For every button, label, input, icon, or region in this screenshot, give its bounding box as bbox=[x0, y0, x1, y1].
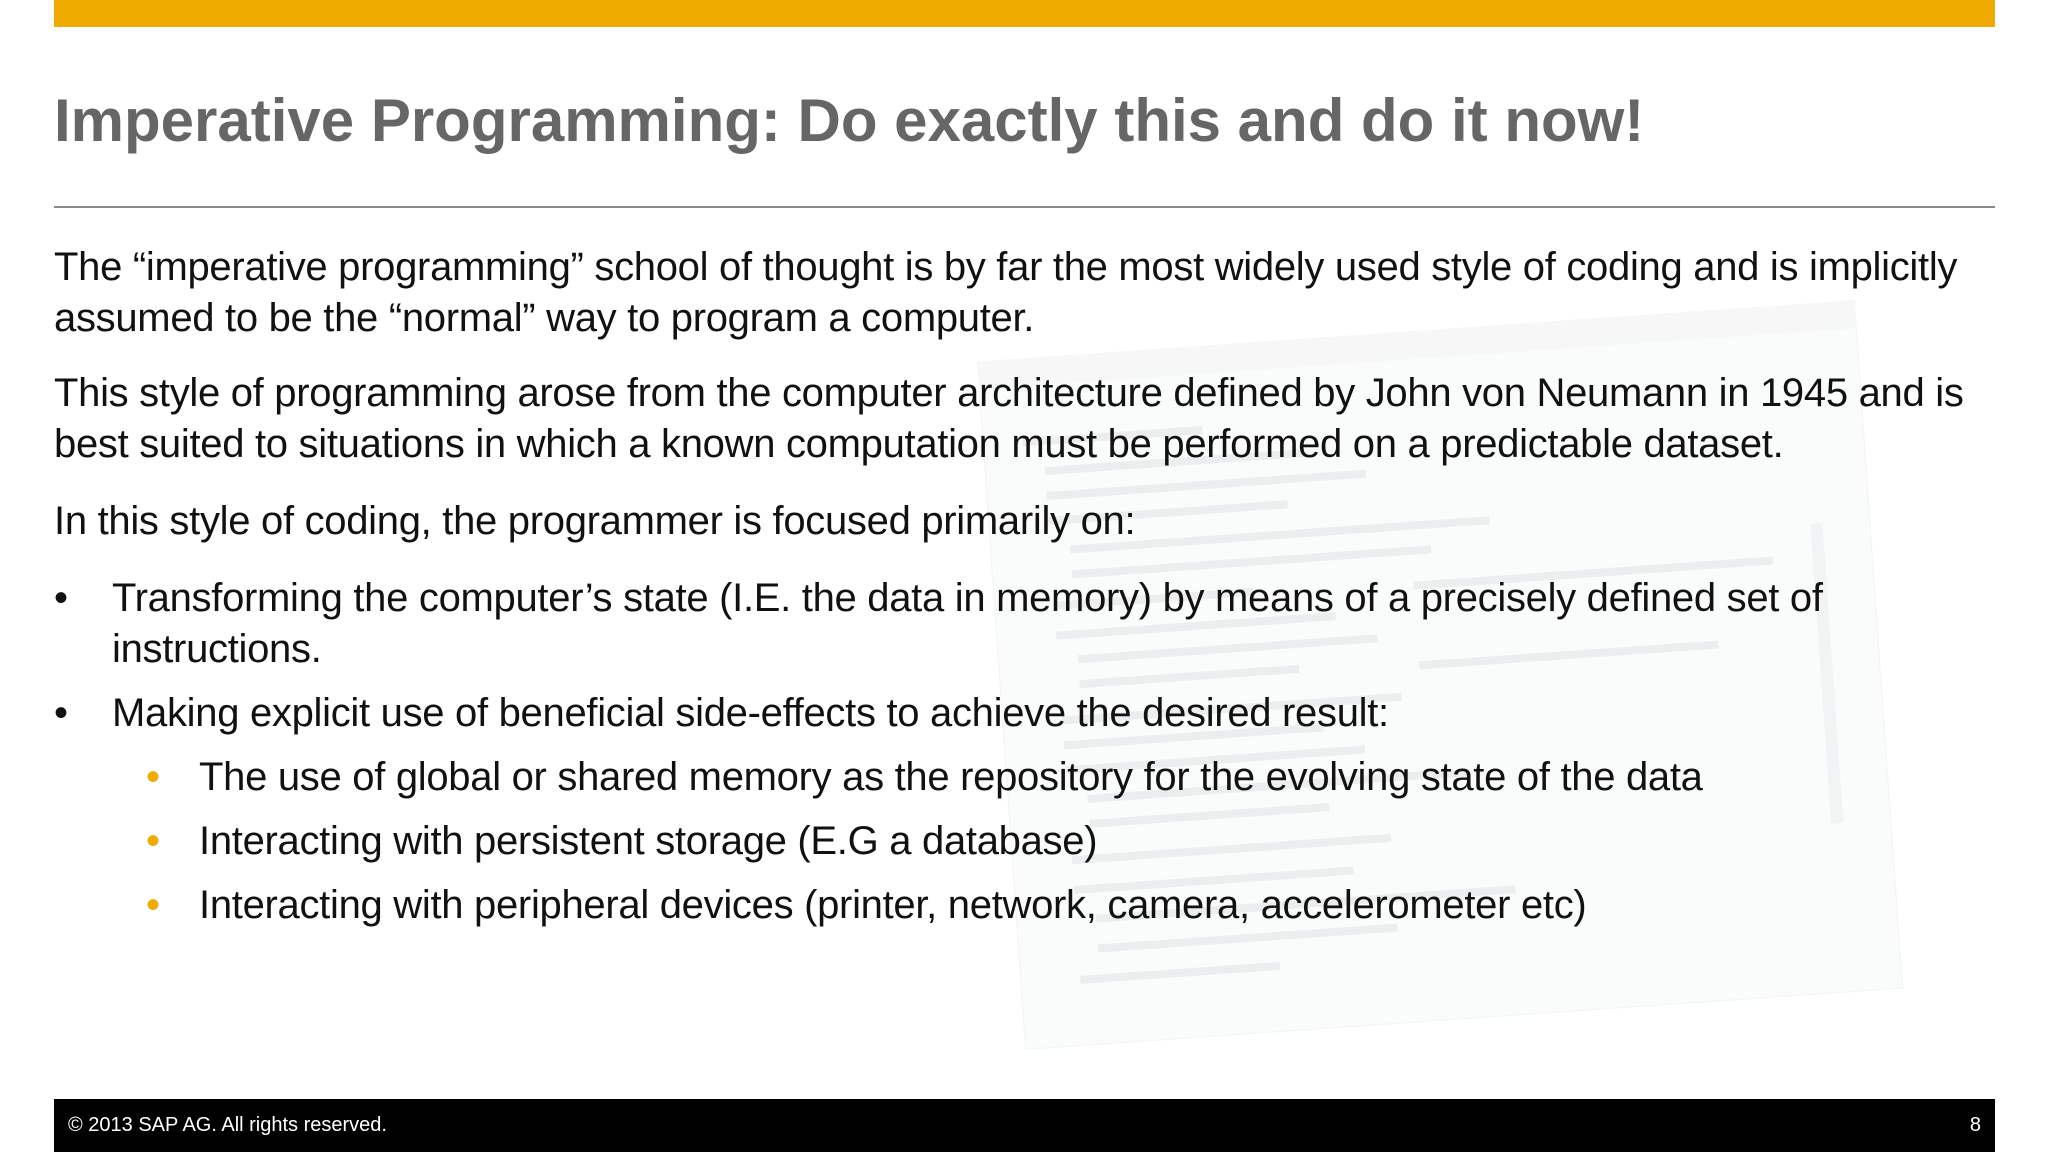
accent-top-bar bbox=[54, 0, 1995, 27]
bullet-marker: • bbox=[54, 576, 68, 620]
sub-bullet-text: Interacting with persistent storage (E.G a database) bbox=[199, 819, 1098, 863]
bullet-marker: • bbox=[54, 691, 68, 735]
copyright-text: © 2013 SAP AG. All rights reserved. bbox=[68, 1114, 387, 1136]
paragraph-focus: In this style of coding, the programmer is focused primarily on: bbox=[54, 499, 1136, 543]
bullet-list bbox=[54, 573, 1994, 931]
sub-bullet-marker: • bbox=[146, 755, 160, 799]
slide-body bbox=[54, 242, 1994, 944]
sub-bullet-text: The use of global or shared memory as the repository for the evolving state of the data bbox=[199, 755, 1703, 799]
sub-bullet-item bbox=[54, 752, 1994, 803]
page-number: 8 bbox=[1969, 1114, 1981, 1136]
footer-bar bbox=[54, 1099, 1995, 1152]
bullet-item bbox=[54, 573, 1994, 675]
sub-bullet-item bbox=[54, 816, 1994, 867]
sub-bullet-marker: • bbox=[146, 883, 160, 927]
sub-bullet-text: Interacting with peripheral devices (printer, network, camera, accelerometer etc) bbox=[199, 883, 1587, 927]
bullet-text: Making explicit use of beneficial side-effects to achieve the desired result: bbox=[112, 691, 1389, 735]
title-divider bbox=[54, 206, 1995, 208]
paragraph-intro: The “imperative programming” school of thought is by far the most widely used style of coding and is implicitly assumed to be the “normal” way to program a computer. bbox=[54, 245, 1958, 340]
bullet-item bbox=[54, 688, 1994, 931]
sub-bullet-list bbox=[112, 752, 1994, 931]
slide-title: Imperative Programming: Do exactly this and do it now! bbox=[54, 87, 1645, 154]
bullet-text: Transforming the computer’s state (I.E. the data in memory) by means of a precisely defined set of instructions. bbox=[112, 576, 1823, 671]
paragraph-history: This style of programming arose from the computer architecture defined by John von Neumann in 1945 and is best suited to situations in which a known computation must be performed on a predictable dataset. bbox=[54, 371, 1964, 466]
sub-bullet-item bbox=[54, 880, 1994, 931]
sub-bullet-marker: • bbox=[146, 819, 160, 863]
